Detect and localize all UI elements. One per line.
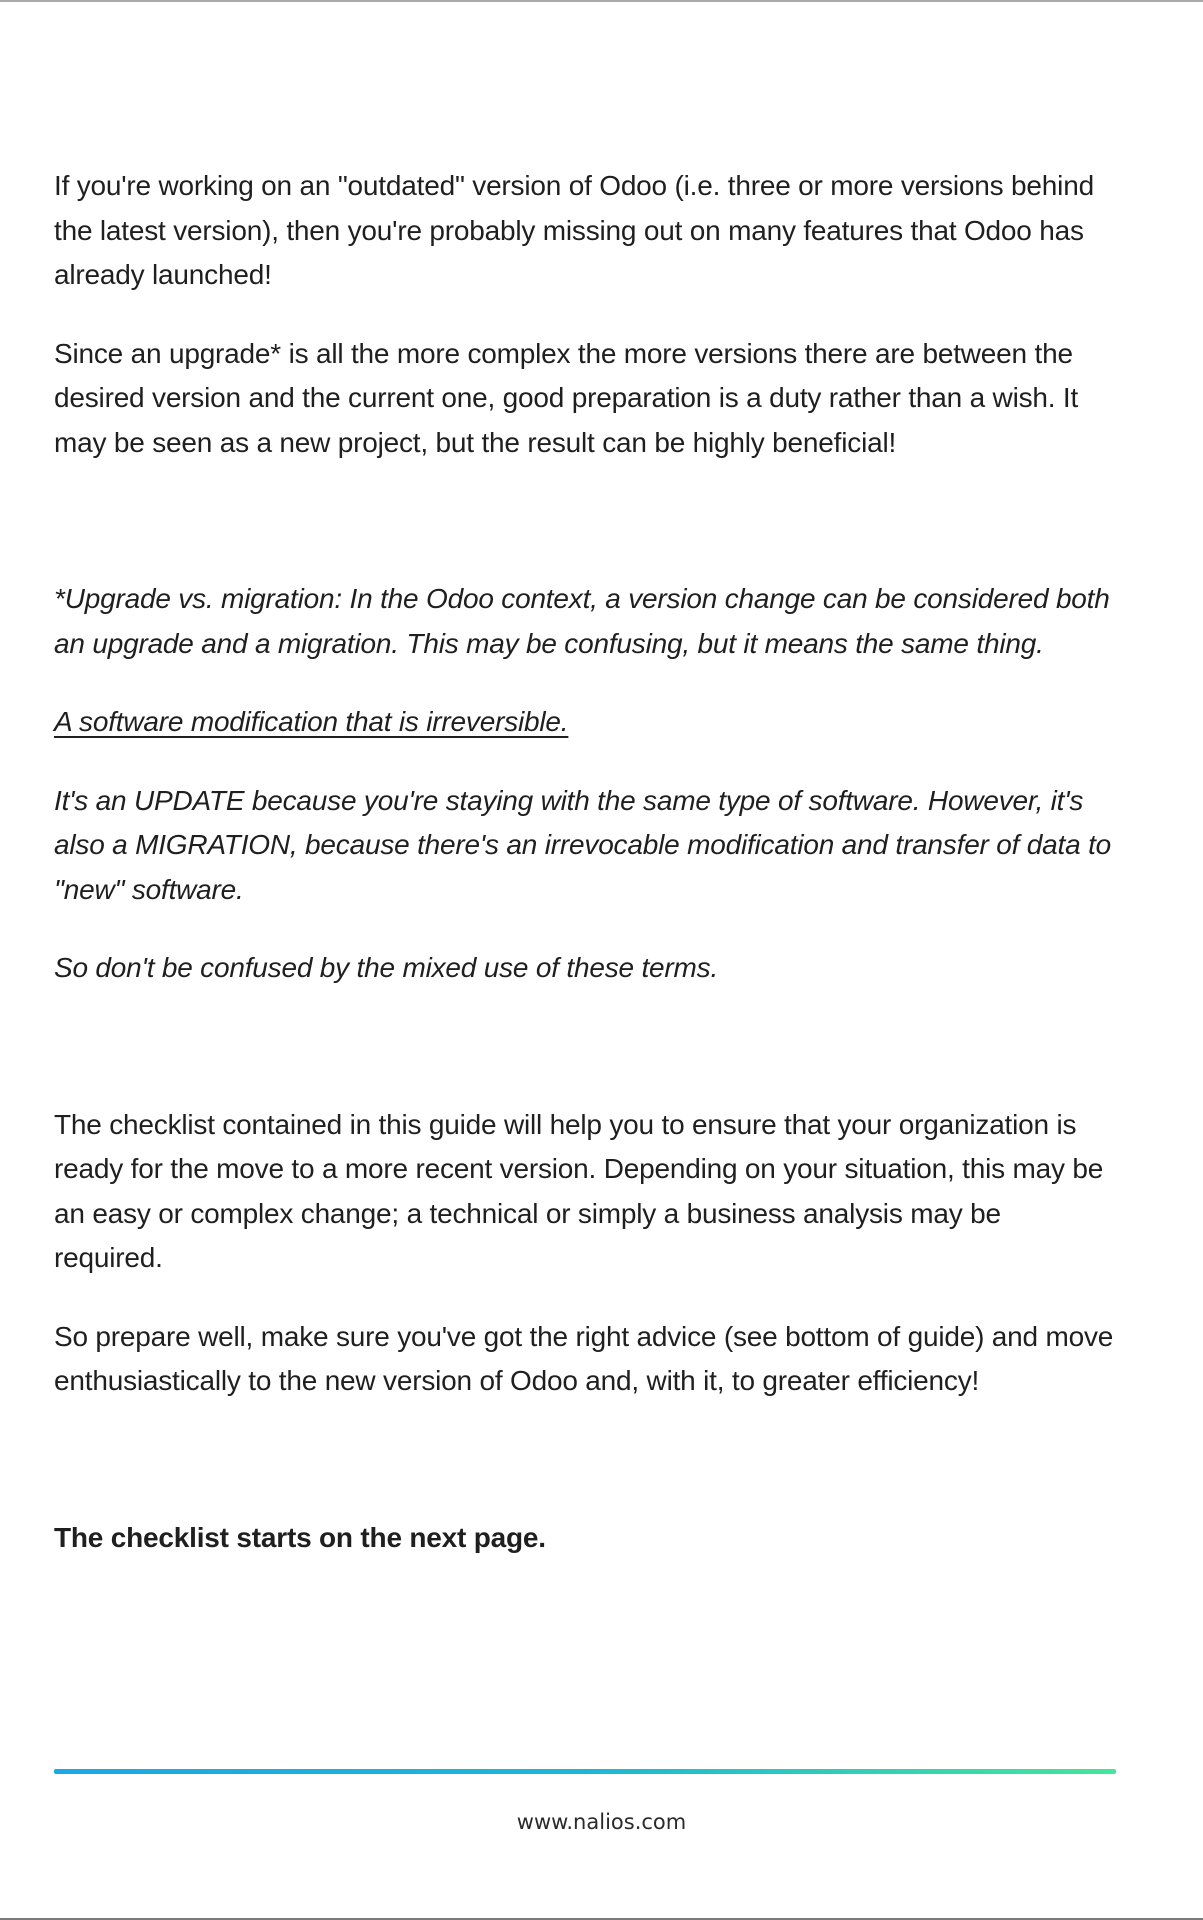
update-migration-explanation: It's an UPDATE because you're staying with the same type of software. However, it's also a MIGRATION, because there's an irrevocable modification and transfer of data to "new" software. — [54, 784, 1112, 905]
upgrade-complexity-paragraph: Since an upgrade* is all the more complex the more versions there are between the desired version and the current one, good preparation is a duty rather than a wish. It may be seen as a new project, but the result can be highly beneficial! — [54, 337, 1079, 458]
terms-conclusion-note: So don't be confused by the mixed use of these terms. — [54, 952, 719, 983]
upgrade-vs-migration-note: *Upgrade vs. migration: In the Odoo context, a version change can be considered both an upgrade and a migration. This may be confusing, but it means the same thing. — [54, 583, 1110, 659]
irreversible-note: A software modification that is irreversible. — [54, 706, 569, 737]
document-body — [54, 164, 1114, 1560]
checklist-starts-heading: The checklist starts on the next page. — [54, 1521, 546, 1553]
intro-paragraph: If you're working on an "outdated" version of Odoo (i.e. three or more versions behind the latest version), then you're probably missing out on many features that Odoo has already launched! — [54, 170, 1094, 290]
page-top-border — [0, 0, 1203, 2]
footer-website-url: www.nalios.com — [516, 1810, 687, 1834]
footer-gradient-divider — [54, 1769, 1116, 1774]
checklist-purpose-paragraph: The checklist contained in this guide will help you to ensure that your organization is ready for the move to a more recent version. Depending on your situation, this may be an easy or complex change; a technical or simply a business analysis may be required. — [54, 1108, 1104, 1273]
prepare-well-paragraph: So prepare well, make sure you've got the right advice (see bottom of guide) and move enthusiastically to the new version of Odoo and, with it, to greater efficiency! — [54, 1320, 1114, 1396]
